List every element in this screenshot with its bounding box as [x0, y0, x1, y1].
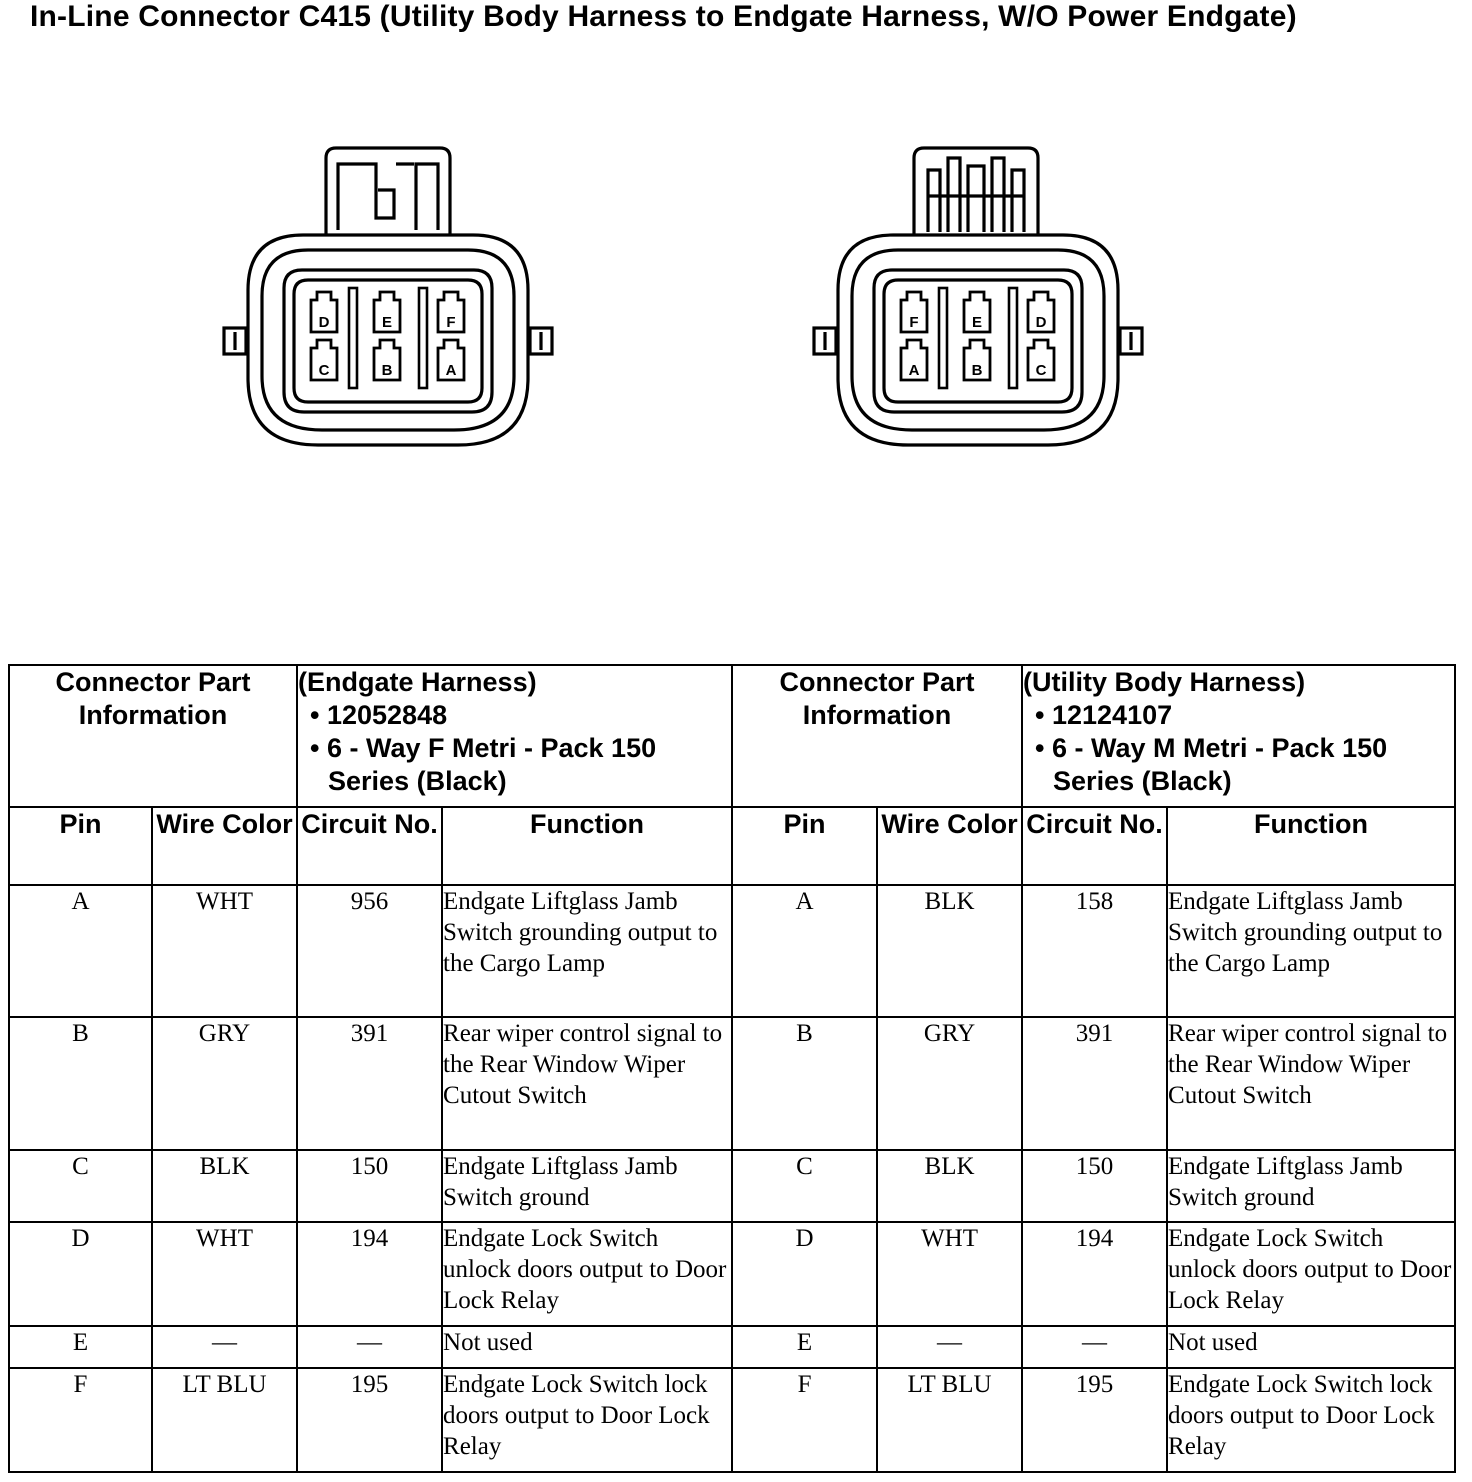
circuit-cell: —: [1022, 1326, 1167, 1368]
pin-label: B: [971, 362, 983, 379]
harness-name: (Utility Body Harness): [1023, 667, 1306, 697]
pin-label: A: [908, 362, 920, 379]
circuit-cell: 194: [297, 1222, 442, 1326]
circuit-cell: 194: [1022, 1222, 1167, 1326]
pin-label: F: [446, 314, 456, 331]
wire-color-cell: LT BLU: [877, 1368, 1022, 1472]
function-cell: Endgate Lock Switch lock doors output to Door Lock Relay: [1167, 1368, 1455, 1472]
function-cell: Rear wiper control signal to the Rear Window Wiper Cutout Switch: [1167, 1017, 1455, 1150]
pinout-table: [8, 664, 1456, 1473]
part-number: • 12052848: [310, 700, 448, 730]
wire-color-cell: GRY: [877, 1017, 1022, 1150]
table-row: [9, 1368, 1455, 1472]
function-cell: Endgate Liftglass Jamb Switch ground: [442, 1150, 732, 1222]
pin-cell: B: [9, 1017, 152, 1150]
connector-info-row: [9, 665, 1455, 807]
circuit-cell: 195: [1022, 1368, 1167, 1472]
pin-cell: F: [732, 1368, 877, 1472]
pin-cell: C: [9, 1150, 152, 1222]
circuit-cell: 195: [297, 1368, 442, 1472]
pin-cell: E: [732, 1326, 877, 1368]
col-header-wire-color: Wire Color: [152, 807, 297, 885]
function-cell: Endgate Liftglass Jamb Switch grounding output to the Cargo Lamp: [442, 885, 732, 1017]
pin-label: A: [445, 362, 457, 379]
col-header-pin: Pin: [732, 807, 877, 885]
pin-label: F: [909, 314, 919, 331]
pin-cell: A: [9, 885, 152, 1017]
pin-cell: B: [732, 1017, 877, 1150]
function-cell: Not used: [1167, 1326, 1455, 1368]
connector-info-left: [297, 665, 732, 807]
col-header-wire-color: Wire Color: [877, 807, 1022, 885]
pin-label: E: [971, 314, 983, 331]
table-row: [9, 885, 1455, 1017]
connector-part-label-left: Connector Part Information: [9, 665, 297, 807]
connector-description: • 6 - Way M Metri - Pack 150 Series (Black): [1035, 733, 1388, 796]
circuit-cell: 150: [1022, 1150, 1167, 1222]
table-row: [9, 1326, 1455, 1368]
connector-part-label-right: Connector Part Information: [732, 665, 1022, 807]
connector-face-diagram-right: [808, 140, 1148, 450]
col-header-circuit: Circuit No.: [1022, 807, 1167, 885]
table-row: [9, 1222, 1455, 1326]
function-cell: Rear wiper control signal to the Rear Window Wiper Cutout Switch: [442, 1017, 732, 1150]
connector-description: • 6 - Way F Metri - Pack 150 Series (Black): [310, 733, 657, 796]
table-row: [9, 1150, 1455, 1222]
function-cell: Endgate Lock Switch unlock doors output to Door Lock Relay: [442, 1222, 732, 1326]
circuit-cell: 158: [1022, 885, 1167, 1017]
pin-cell: C: [732, 1150, 877, 1222]
wire-color-cell: WHT: [877, 1222, 1022, 1326]
part-number: • 12124107: [1035, 700, 1173, 730]
col-header-circuit: Circuit No.: [297, 807, 442, 885]
pin-label: C: [318, 362, 330, 379]
wire-color-cell: BLK: [152, 1150, 297, 1222]
wire-color-cell: —: [152, 1326, 297, 1368]
wire-color-cell: BLK: [877, 1150, 1022, 1222]
function-cell: Endgate Lock Switch unlock doors output to Door Lock Relay: [1167, 1222, 1455, 1326]
function-cell: Not used: [442, 1326, 732, 1368]
function-cell: Endgate Liftglass Jamb Switch ground: [1167, 1150, 1455, 1222]
pin-label: C: [1035, 362, 1047, 379]
circuit-cell: 391: [1022, 1017, 1167, 1150]
harness-name: (Endgate Harness): [298, 667, 537, 697]
connector-info-right: [1022, 665, 1455, 807]
wire-color-cell: WHT: [152, 885, 297, 1017]
page-title: In-Line Connector C415 (Utility Body Harness to Endgate Harness, W/O Power Endgate): [30, 0, 1297, 33]
col-header-pin: Pin: [9, 807, 152, 885]
circuit-cell: —: [297, 1326, 442, 1368]
wire-color-cell: —: [877, 1326, 1022, 1368]
circuit-cell: 391: [297, 1017, 442, 1150]
pin-label: B: [381, 362, 393, 379]
column-header-row: [9, 807, 1455, 885]
wire-color-cell: WHT: [152, 1222, 297, 1326]
function-cell: Endgate Liftglass Jamb Switch grounding output to the Cargo Lamp: [1167, 885, 1455, 1017]
pin-cell: A: [732, 885, 877, 1017]
pin-label: D: [318, 314, 330, 331]
col-header-function: Function: [1167, 807, 1455, 885]
function-cell: Endgate Lock Switch lock doors output to Door Lock Relay: [442, 1368, 732, 1472]
table-row: [9, 1017, 1455, 1150]
pin-label: E: [381, 314, 393, 331]
col-header-function: Function: [442, 807, 732, 885]
pin-cell: F: [9, 1368, 152, 1472]
wire-color-cell: BLK: [877, 885, 1022, 1017]
circuit-cell: 150: [297, 1150, 442, 1222]
wire-color-cell: LT BLU: [152, 1368, 297, 1472]
connector-face-diagram-left: [218, 140, 558, 450]
pin-cell: D: [732, 1222, 877, 1326]
pin-cell: E: [9, 1326, 152, 1368]
circuit-cell: 956: [297, 885, 442, 1017]
pin-label: D: [1035, 314, 1047, 331]
wire-color-cell: GRY: [152, 1017, 297, 1150]
pin-cell: D: [9, 1222, 152, 1326]
